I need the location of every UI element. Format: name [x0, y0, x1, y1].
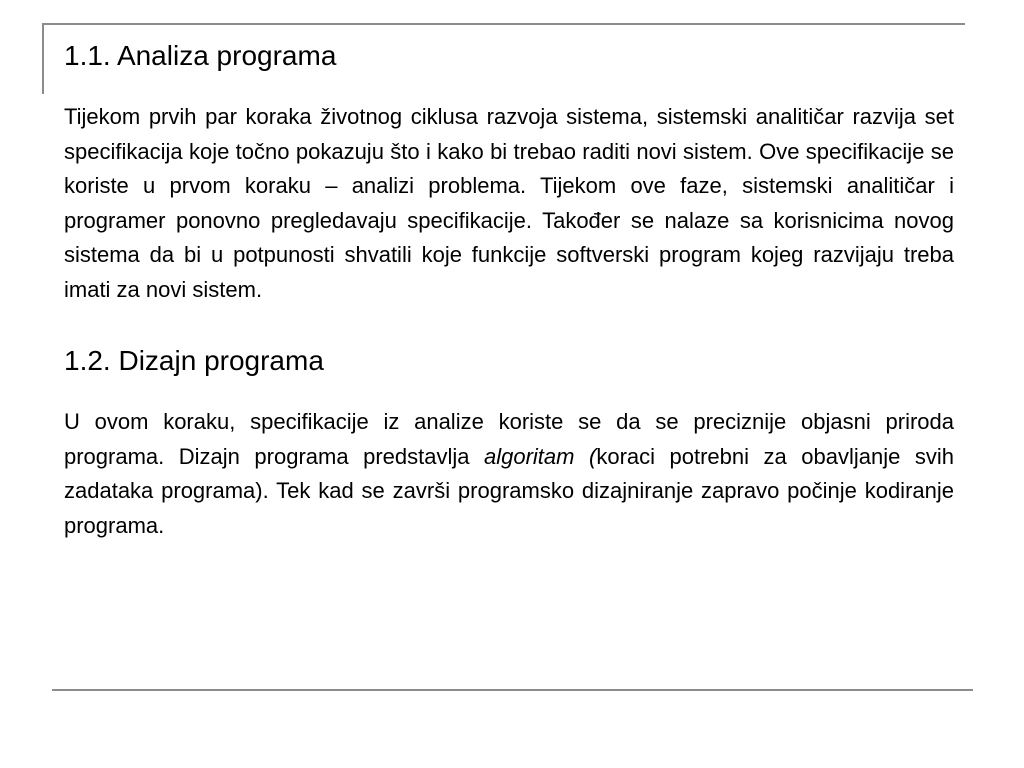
section-heading-dizajn: 1.2. Dizajn programa [64, 345, 324, 376]
top-divider [42, 23, 965, 25]
paragraph-text-after-term: koraci potrebni za obavljanje svih zadataka programa). Tek kad se završi programsko dizajniranje zapravo počinje kodiranje programa. [64, 443, 954, 538]
italic-term-algoritam: algoritam ( [484, 443, 597, 469]
bottom-divider [52, 689, 973, 691]
section-paragraph-dizajn [64, 405, 954, 543]
left-accent-bar [42, 23, 44, 94]
section-paragraph-analiza: Tijekom prvih par koraka životnog ciklusa razvoja sistema, sistemski analitičar razvija set specifikacija koje točno pokazuju što i kako bi trebao raditi novi sistem. Ove specifikacije se koriste u prvom koraku – analizi problema. Tijekom ove faze, sistemski analitičar i programer ponovno pregledavaju specifikacije. Također se nalaze sa korisnicima novog sistema da bi u potpunosti shvatili koje funkcije softverski program kojeg razvijaju treba imati za novi sistem. [64, 104, 954, 302]
slide-content [64, 38, 954, 543]
paragraph-text-before-term: U ovom koraku, specifikacije iz analize koriste se da se preciznije objasni priroda programa. Dizajn programa predstavlja [64, 409, 954, 469]
section-heading-analiza: 1.1. Analiza programa [64, 40, 337, 71]
